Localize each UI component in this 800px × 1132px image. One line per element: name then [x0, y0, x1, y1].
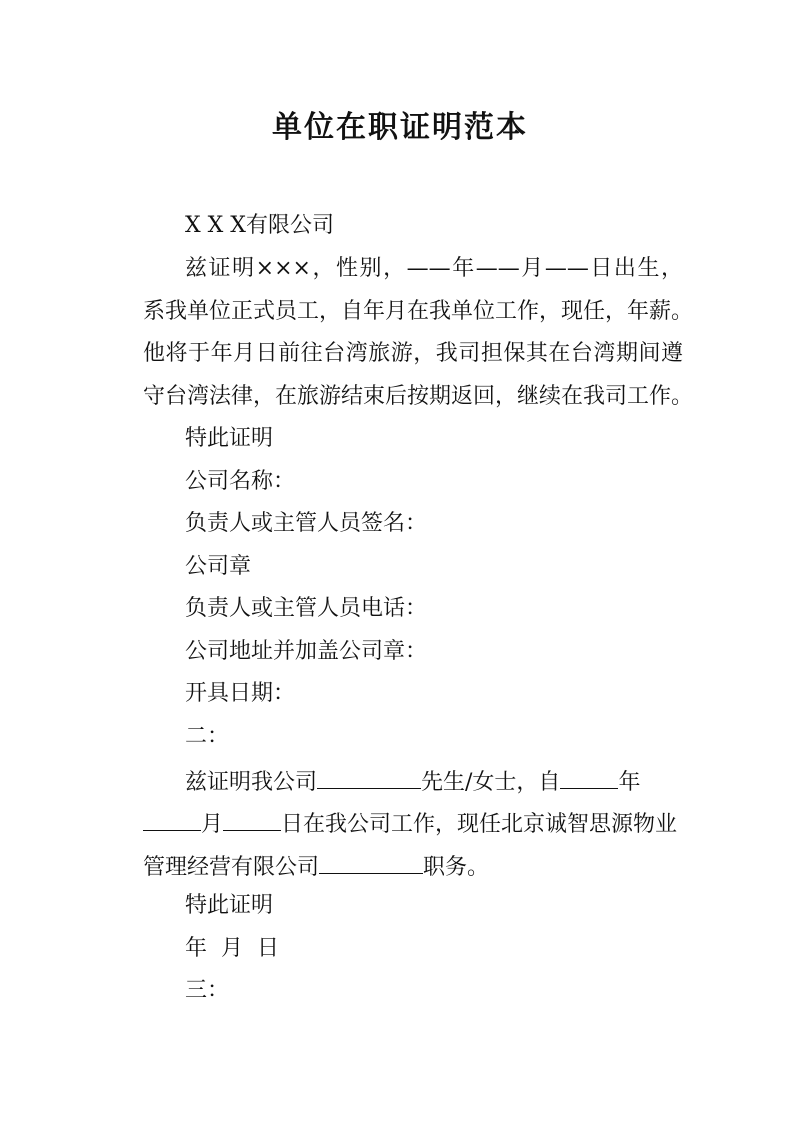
field-address: 公司地址并加盖公司章：: [185, 639, 428, 664]
field-phone: 负责人或主管人员电话：: [185, 596, 428, 621]
line-1-prefix: 兹证明我公司: [185, 770, 318, 795]
line-3-suffix: 职务。: [423, 855, 490, 880]
field-company-name: 公司名称：: [185, 469, 296, 494]
position-blank: [319, 849, 423, 874]
field-signature: 负责人或主管人员签名：: [185, 511, 428, 536]
section-2-line-3: [143, 849, 683, 883]
field-company-seal: 公司章: [185, 554, 252, 579]
closing-text: 特此证明: [185, 426, 274, 451]
year-blank: [560, 764, 618, 789]
company-name: X X X有限公司: [185, 213, 334, 238]
document-title: 单位在职证明范本: [272, 110, 528, 145]
line-3-prefix: 管理经营有限公司: [143, 855, 320, 880]
section-3-heading: 三：: [185, 978, 230, 1003]
month-blank: [143, 806, 201, 831]
field-issue-date: 开具日期：: [185, 681, 296, 706]
body-line-4: 守台湾法律，在旅游结束后按期返回，继续在我司工作。: [143, 384, 694, 409]
day-blank: [223, 806, 281, 831]
line-1-mid: 先生/女士，自: [421, 770, 561, 795]
body-line-1: 兹证明×××，性别，——年——月——日出生，: [185, 256, 683, 281]
name-blank: [317, 764, 421, 789]
body-line-2: 系我单位正式员工，自年月在我单位工作，现任，年薪。: [143, 299, 694, 324]
line-2-month: 月: [201, 812, 224, 837]
section-2-closing: 特此证明: [185, 893, 274, 918]
section-2-heading: 二：: [185, 724, 230, 749]
body-line-3: 他将于年月日前往台湾旅游，我司担保其在台湾期间遵: [143, 341, 683, 366]
section-2-date: 年 月 日: [185, 936, 279, 961]
line-1-suffix: 年: [618, 770, 641, 795]
section-2-line-1: [185, 764, 683, 798]
section-2-line-2: [143, 806, 683, 840]
line-2-rest: 日在我公司工作，现任北京诚智思源物业: [281, 812, 678, 837]
